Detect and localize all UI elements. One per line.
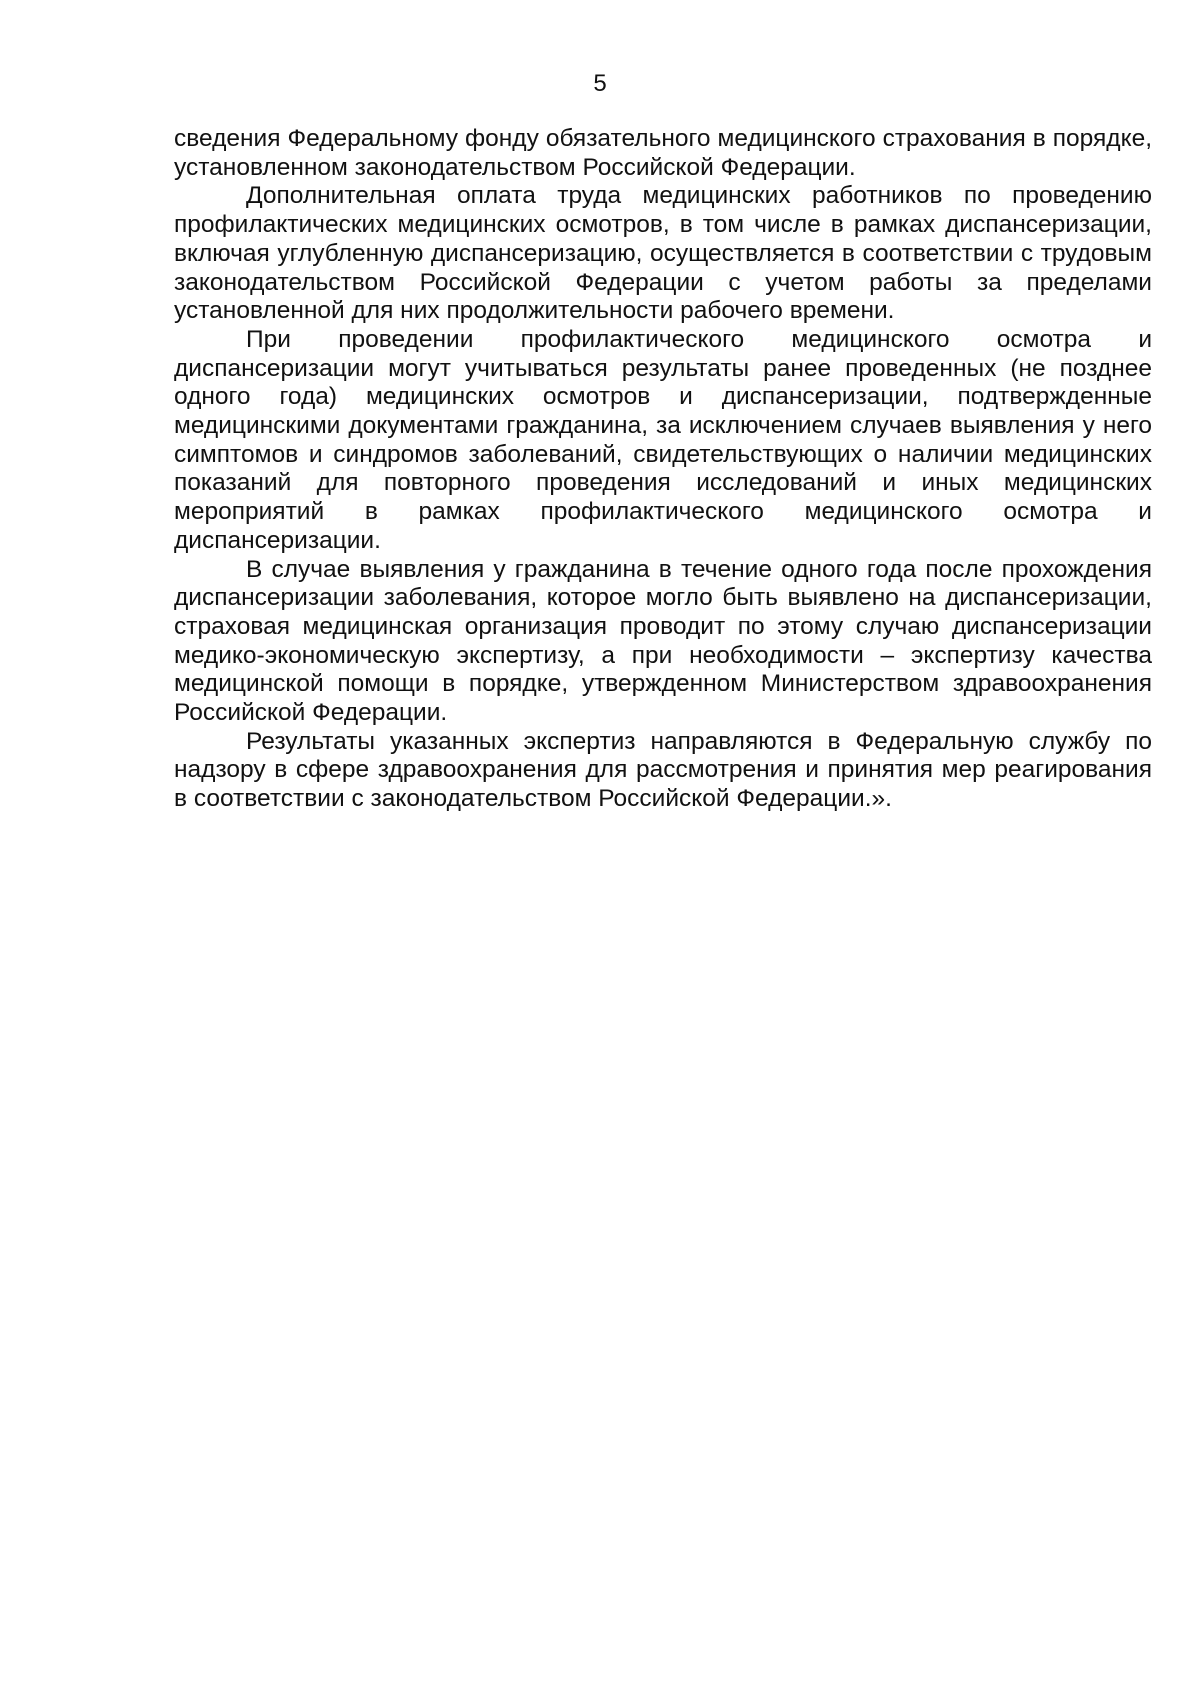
paragraph-expertise-results: Результаты указанных экспертиз направляются в Федеральную службу по надзору в сфере здравоохранения для рассмотрения и принятия мер реагирования в соответствии с законодательством Российской Федерации.». xyxy=(174,727,1152,813)
paragraph-prior-results: При проведении профилактического медицинского осмотра и диспансеризации могут учитываться результаты ранее проведенных (не позднее одного года) медицинских осмотров и диспансеризации, подтвержденные медицинскими документами гражданина, за исключением случаев выявления у него симптомов и синдромов заболеваний, свидетельствующих о наличии медицинских показаний для повторного проведения исследований и иных медицинских мероприятий в рамках профилактического медицинского осмотра и диспансеризации. xyxy=(174,325,1152,554)
document-body xyxy=(174,125,1152,814)
paragraph-additional-payment: Дополнительная оплата труда медицинских работников по проведению профилактических медицинских осмотров, в том числе в рамках диспансеризации, включая углубленную диспансеризацию, осуществляется в соответствии с трудовым законодательством Российской Федерации с учетом работы за пределами установленной для них продолжительности рабочего времени. xyxy=(174,182,1152,325)
paragraph-disease-detection: В случае выявления у гражданина в течение одного года после прохождения диспансеризации заболевания, которое могло быть выявлено на диспансеризации, страховая медицинская организация проводит по этому случаю диспансеризации медико-экономическую экспертизу, а при необходимости – экспертизу качества медицинской помощи в порядке, утвержденном Министерством здравоохранения Российской Федерации. xyxy=(174,555,1152,727)
paragraph-continuation: сведения Федеральному фонду обязательного медицинского страхования в порядке, установленном законодательством Российской Федерации. xyxy=(174,125,1152,181)
page-number: 5 xyxy=(593,70,607,97)
